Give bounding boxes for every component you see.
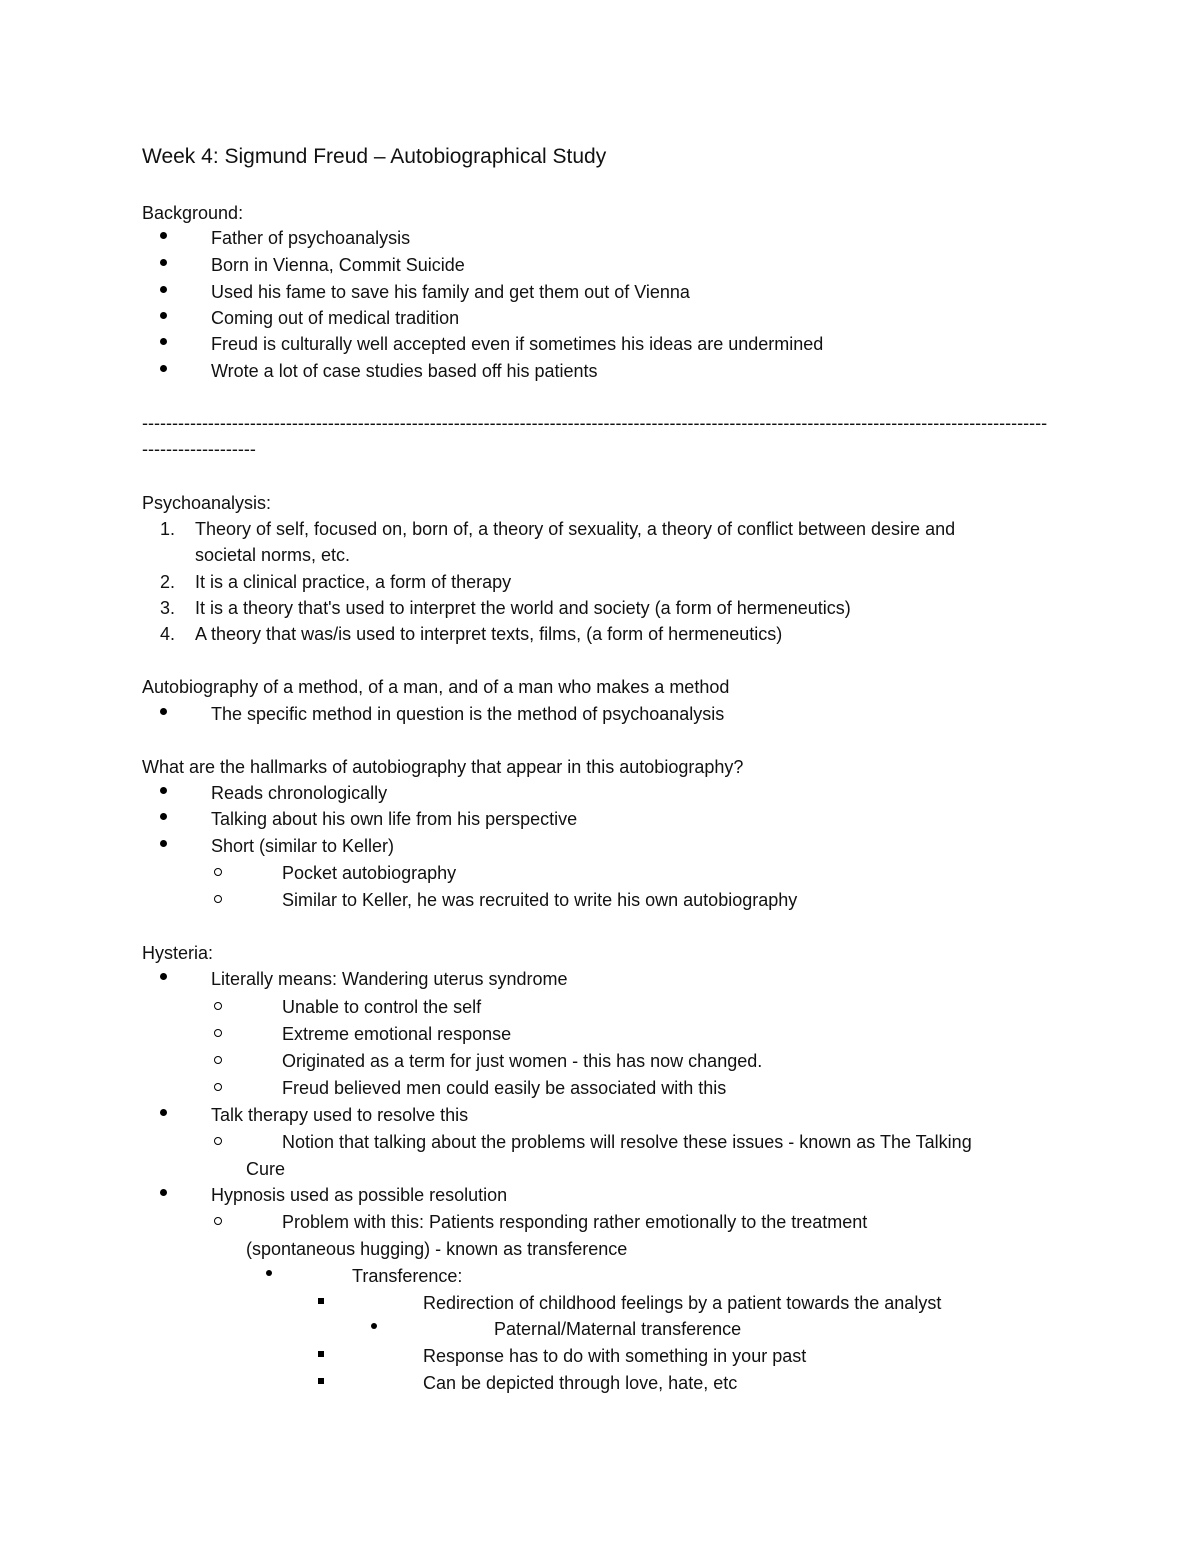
autobiography-heading: Autobiography of a method, of a man, and of a man who makes a method: [142, 677, 730, 697]
hallmarks-heading: What are the hallmarks of autobiography that appear in this autobiography?: [142, 757, 744, 777]
bullet-dot: [160, 813, 167, 820]
hysteria-item: Hypnosis used as possible resolution: [211, 1185, 508, 1205]
hallmarks-item: Short (similar to Keller): [211, 836, 395, 856]
bullet-dot: [160, 1189, 167, 1196]
background-item: Father of psychoanalysis: [211, 228, 411, 248]
bullet-dot: [160, 259, 167, 266]
background-heading: Background:: [142, 203, 244, 223]
autobiography-item: The specific method in question is the method of psychoanalysis: [211, 704, 725, 724]
transference-sub-item: Paternal/Maternal transference: [494, 1319, 742, 1339]
bullet-dot: [160, 312, 167, 319]
psychoanalysis-heading: Psychoanalysis:: [142, 493, 272, 513]
page-title: Week 4: Sigmund Freud – Autobiographical Study: [142, 145, 607, 168]
transference-item: Redirection of childhood feelings by a patient towards the analyst: [423, 1293, 942, 1313]
bullet-circle: [214, 1217, 222, 1225]
bullet-circle: [214, 868, 222, 876]
hallmarks-item: Talking about his own life from his perspective: [211, 809, 578, 829]
hallmarks-sub-item: Pocket autobiography: [282, 863, 457, 883]
background-item: Freud is culturally well accepted even if sometimes his ideas are undermined: [211, 334, 824, 354]
psychoanalysis-item: It is a theory that's used to interpret the world and society (a form of hermeneutics): [195, 598, 851, 618]
hysteria-sub-item: Problem with this: Patients responding rather emotionally to the treatment: [282, 1212, 868, 1232]
background-item: Used his fame to save his family and get them out of Vienna: [211, 282, 690, 302]
background-item: Born in Vienna, Commit Suicide: [211, 255, 465, 275]
bullet-circle: [214, 1056, 222, 1064]
hysteria-sub-item: Freud believed men could easily be associated with this: [282, 1078, 727, 1098]
bullet-circle: [214, 1137, 222, 1145]
background-item: Coming out of medical tradition: [211, 308, 460, 328]
bullet-dot: [160, 787, 167, 794]
bullet-circle: [214, 1002, 222, 1010]
bullet-dot: [371, 1323, 377, 1329]
list-number: 3.: [160, 598, 176, 618]
bullet-dot: [160, 708, 167, 715]
transference-label: Transference:: [352, 1266, 463, 1286]
bullet-dot: [160, 286, 167, 293]
hysteria-item: Literally means: Wandering uterus syndrome: [211, 969, 568, 989]
list-number: 1.: [160, 519, 176, 539]
hysteria-sub-item: Unable to control the self: [282, 997, 482, 1017]
psychoanalysis-item: Theory of self, focused on, born of, a theory of sexuality, a theory of conflict between desire and: [195, 519, 956, 539]
bullet-circle: [214, 1083, 222, 1091]
bullet-dot: [160, 973, 167, 980]
bullet-square: [318, 1351, 324, 1357]
bullet-dot: [160, 338, 167, 345]
bullet-dot: [160, 365, 167, 372]
hysteria-sub-item-continued: (spontaneous hugging) - known as transference: [246, 1239, 628, 1259]
hysteria-heading: Hysteria:: [142, 943, 214, 963]
separator-line-continued: -------------------: [142, 440, 256, 458]
bullet-dot: [160, 840, 167, 847]
transference-item: Response has to do with something in your past: [423, 1346, 807, 1366]
hysteria-sub-item: Notion that talking about the problems will resolve these issues - known as The Talking: [282, 1132, 972, 1152]
hysteria-sub-item-continued: Cure: [246, 1159, 286, 1179]
psychoanalysis-item: A theory that was/is used to interpret texts, films, (a form of hermeneutics): [195, 624, 783, 644]
bullet-dot: [160, 1109, 167, 1116]
psychoanalysis-item: It is a clinical practice, a form of therapy: [195, 572, 512, 592]
transference-item: Can be depicted through love, hate, etc: [423, 1373, 738, 1393]
bullet-circle: [214, 1029, 222, 1037]
separator-line: -------------------------------------------------------------------------------------------------------------------------------------------------------: [142, 414, 1048, 432]
hysteria-sub-item: Originated as a term for just women - this has now changed.: [282, 1051, 763, 1071]
hysteria-item: Talk therapy used to resolve this: [211, 1105, 469, 1125]
bullet-dot: [266, 1270, 272, 1276]
list-number: 2.: [160, 572, 176, 592]
hallmarks-sub-item: Similar to Keller, he was recruited to write his own autobiography: [282, 890, 798, 910]
list-number: 4.: [160, 624, 176, 644]
hysteria-sub-item: Extreme emotional response: [282, 1024, 512, 1044]
bullet-circle: [214, 895, 222, 903]
bullet-square: [318, 1378, 324, 1384]
hallmarks-item: Reads chronologically: [211, 783, 388, 803]
bullet-square: [318, 1298, 324, 1304]
bullet-dot: [160, 232, 167, 239]
background-item: Wrote a lot of case studies based off his patients: [211, 361, 598, 381]
psychoanalysis-item-continued: societal norms, etc.: [195, 545, 351, 565]
